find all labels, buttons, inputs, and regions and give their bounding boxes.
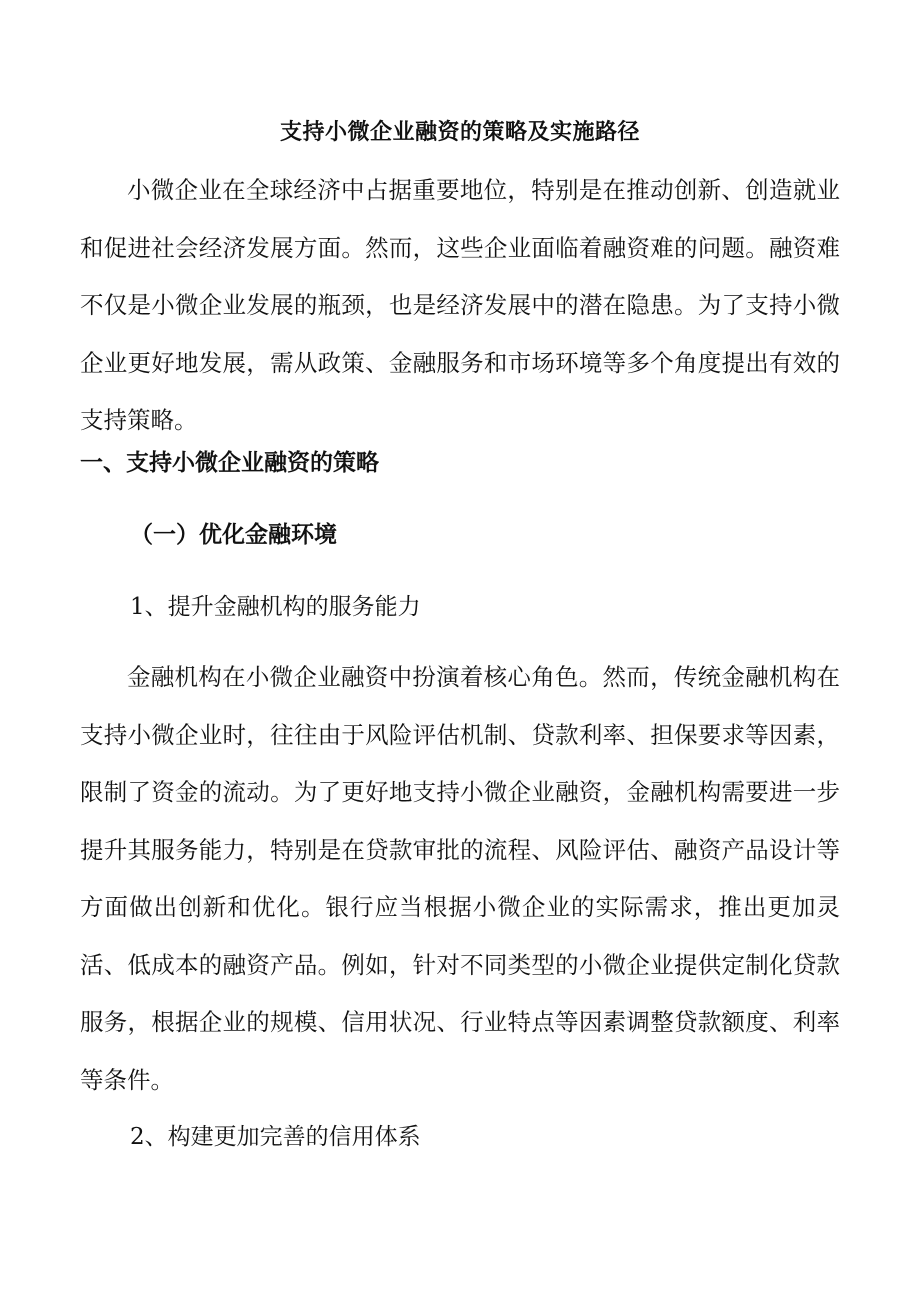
document-title: 支持小微企业融资的策略及实施路径 [279, 119, 640, 145]
item-heading-2: 2、构建更加完善的信用体系 [130, 1124, 421, 1150]
item-body-1: 金融机构在小微企业融资中扮演着核心角色。然而，传统金融机构在支持小微企业时，往往由于风险评估机制、贷款利率、担保要求等因素，限制了资金的流动。为了更好地支持小微企业融资，金融机构需要进一步提升其服务能力，特别是在贷款审批的流程、风险评估、融资产品设计等方面做出创新和优化。银行应当根据小微企业的实际需求，推出更加灵活、低成本的融资产品。例如，针对不同类型的小微企业提供定制化贷款服务，根据企业的规模、信用状况、行业特点等因素调整贷款额度、利率等条件。 [80, 663, 840, 1094]
subsection-heading: （一）优化金融环境 [130, 521, 337, 548]
section-heading: 一、支持小微企业融资的策略 [80, 449, 379, 476]
intro-paragraph: 小微企业在全球经济中占据重要地位，特别是在推动创新、创造就业和促进社会经济发展方面。然而，这些企业面临着融资难的问题。融资难不仅是小微企业发展的瓶颈，也是经济发展中的潜在隐患。为了支持小微企业更好地发展，需从政策、金融服务和市场环境等多个角度提出有效的支持策略。 [80, 176, 840, 434]
item-heading-1: 1、提升金融机构的服务能力 [130, 594, 421, 620]
